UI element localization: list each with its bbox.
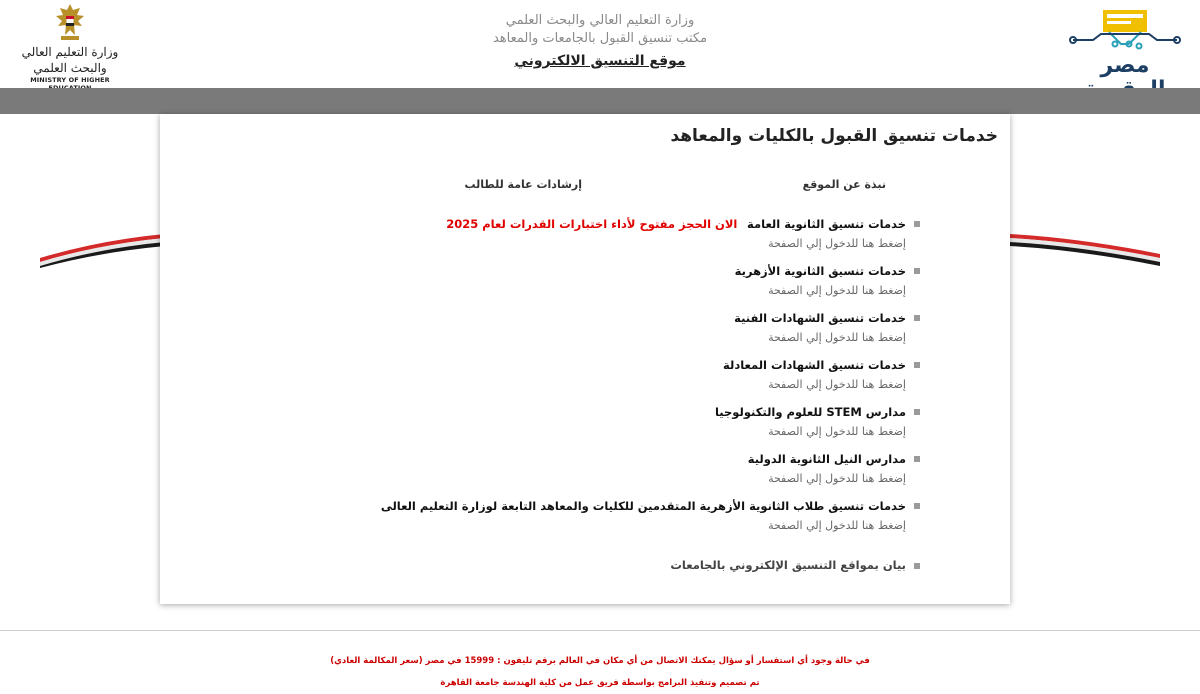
brand-name: مصر bbox=[1100, 53, 1150, 78]
ministry-logo bbox=[10, 2, 130, 86]
site-title-link[interactable]: موقع التنسيق الالكتروني bbox=[514, 53, 686, 69]
page-footer bbox=[0, 650, 1200, 694]
footer-contact: في حالة وجود أي استفسار أو سؤال يمكنك الاتصال من أي مكان في العالم برقم تليفون : 15999 في مصر (سعر المكالمة العادي) bbox=[330, 656, 870, 666]
service-enter-link[interactable]: إضغط هنا للدخول إلي الصفحة bbox=[768, 519, 906, 532]
service-enter-link[interactable]: إضغط هنا للدخول إلي الصفحة bbox=[768, 284, 906, 297]
service-item-azhar-higher-ed bbox=[381, 498, 906, 534]
bullet-icon bbox=[914, 409, 920, 415]
flag-swoosh-right-icon bbox=[1010, 228, 1160, 268]
service-title: خدمات تنسيق الثانوية العامة bbox=[747, 217, 906, 231]
bullet-icon bbox=[914, 268, 920, 274]
bullet-icon bbox=[914, 456, 920, 462]
services-card bbox=[160, 114, 1010, 604]
digital-egypt-logo bbox=[1066, 4, 1184, 84]
service-enter-link[interactable]: إضغط هنا للدخول إلي الصفحة bbox=[768, 331, 906, 344]
footer-credits: تم تصميم وتنفيذ البرامج بواسطة فريق عمل من كلية الهندسة جامعة القاهرة bbox=[440, 678, 760, 688]
service-item-azhar bbox=[735, 263, 906, 299]
eagle-emblem-icon bbox=[53, 2, 87, 42]
service-alert[interactable]: الان الحجز مفتوح لأداء اختبارات القدرات لعام 2025 bbox=[446, 217, 738, 231]
service-enter-link[interactable]: إضغط هنا للدخول إلي الصفحة bbox=[768, 472, 906, 485]
service-title: خدمات تنسيق الشهادات المعادلة bbox=[723, 358, 906, 372]
top-grey-bar bbox=[0, 88, 1200, 114]
student-guide-link[interactable]: إرشادات عامة للطالب bbox=[464, 178, 582, 191]
service-item-general-secondary bbox=[446, 216, 906, 252]
bullet-icon bbox=[914, 221, 920, 227]
service-title: مدارس النيل الثانوية الدولية bbox=[747, 452, 906, 466]
footer-divider bbox=[0, 630, 1200, 631]
ministry-name-en: MINISTRY OF HIGHER bbox=[30, 76, 110, 84]
bullet-icon bbox=[914, 315, 920, 321]
flag-swoosh-left-icon bbox=[40, 228, 165, 268]
ministry-name-ar: وزارة التعليم العالي والبحث العلمي bbox=[21, 45, 119, 75]
bullet-icon bbox=[914, 362, 920, 368]
service-item-stem bbox=[715, 404, 906, 440]
digital-egypt-circuit-icon bbox=[1069, 4, 1181, 54]
service-enter-link[interactable]: إضغط هنا للدخول إلي الصفحة bbox=[768, 425, 906, 438]
service-title: مدارس STEM للعلوم والتكنولوجيا bbox=[714, 405, 906, 419]
ministry-title: وزارة التعليم العالي والبحث العلمي bbox=[505, 13, 695, 28]
service-enter-link[interactable]: إضغط هنا للدخول إلي الصفحة bbox=[768, 378, 906, 391]
service-title: خدمات تنسيق الثانوية الأزهرية bbox=[734, 264, 906, 278]
service-item-nile-schools bbox=[748, 451, 906, 487]
header-titles bbox=[430, 12, 770, 74]
universities-sites-link[interactable] bbox=[670, 558, 906, 572]
service-title: خدمات تنسيق الشهادات الفنية bbox=[734, 311, 906, 325]
universities-sites-label: بيان بمواقع التنسيق الإلكتروني بالجامعات bbox=[670, 558, 906, 572]
bullet-icon bbox=[914, 563, 920, 569]
about-site-link[interactable]: نبذة عن الموقع bbox=[802, 178, 886, 191]
service-enter-link[interactable]: إضغط هنا للدخول إلي الصفحة bbox=[768, 237, 906, 250]
service-item-technical bbox=[734, 310, 906, 346]
bullet-icon bbox=[914, 503, 920, 509]
office-title: مكتب تنسيق القبول بالجامعات والمعاهد bbox=[492, 31, 708, 46]
page-header bbox=[0, 0, 1200, 88]
service-title: خدمات تنسيق طلاب الثانوية الأزهرية المتقدمين للكليات والمعاهد التابعة لوزارة التعليم العالى bbox=[380, 499, 906, 513]
card-title: خدمات تنسيق القبول بالكليات والمعاهد bbox=[670, 126, 998, 146]
service-item-equivalent bbox=[723, 357, 906, 393]
